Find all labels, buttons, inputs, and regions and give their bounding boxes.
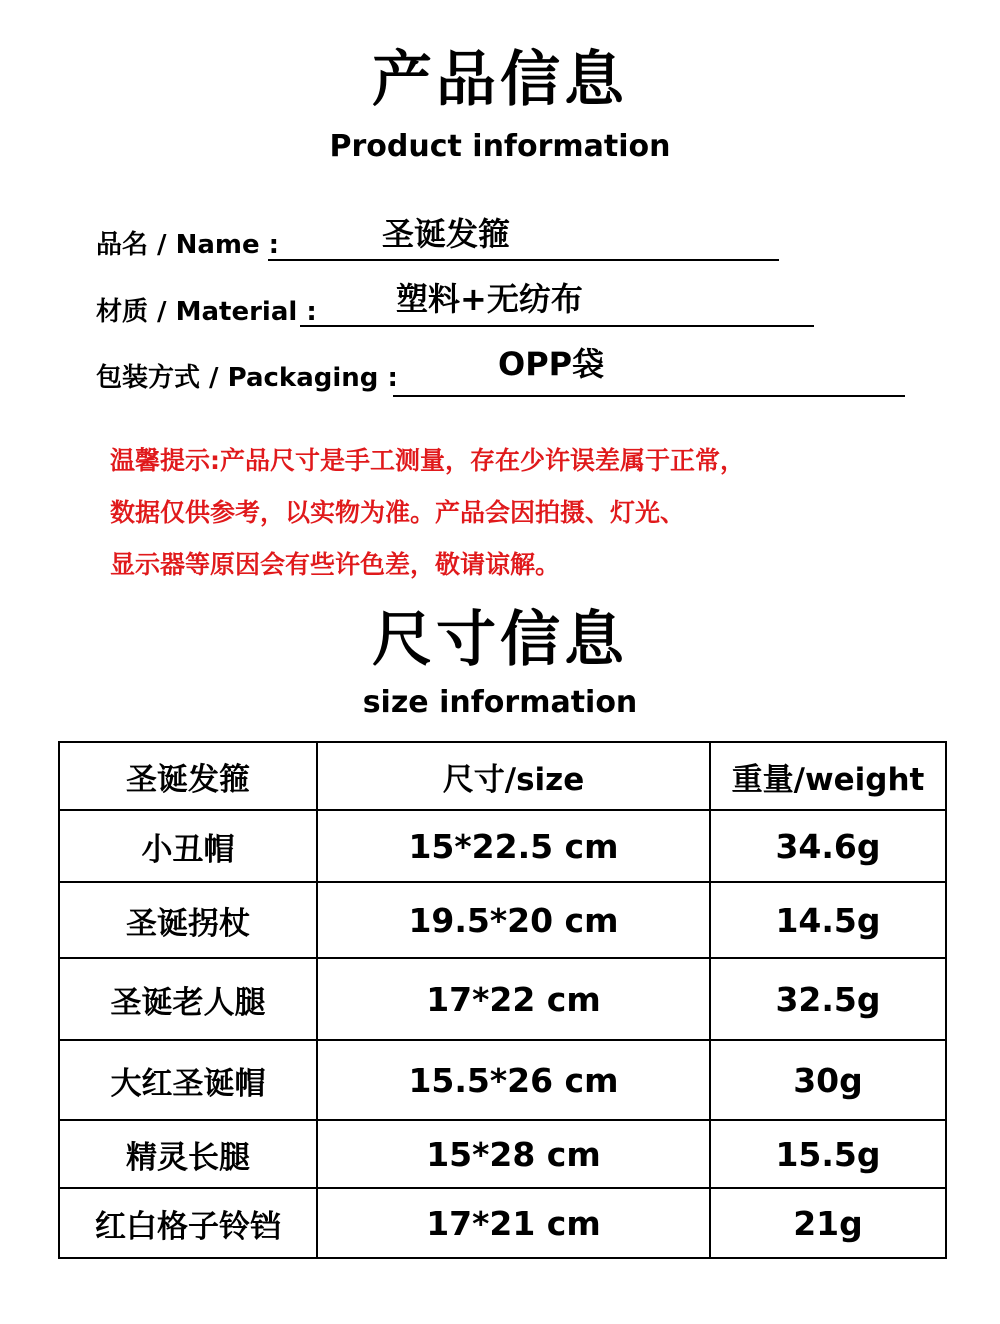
product-title-en: Product information [329, 129, 671, 164]
row-name: 圣诞老人腿 [59, 958, 317, 1040]
notice-line-2: 数据仅供参考，以实物为准。产品会因拍摄、灯光、 [110, 498, 686, 527]
table-row [59, 1188, 946, 1258]
row-size: 19.5*20 cm [317, 882, 710, 958]
table-row [59, 1120, 946, 1188]
row-weight: 14.5g [710, 882, 946, 958]
header-weight: 重量/weight [710, 742, 946, 810]
packaging-underline [393, 395, 905, 397]
size-title-en: size information [362, 685, 638, 720]
row-weight: 21g [710, 1188, 946, 1258]
material-underline [300, 325, 814, 327]
name-value: 圣诞发箍 [382, 215, 511, 253]
table-row [59, 958, 946, 1040]
row-size: 17*21 cm [317, 1188, 710, 1258]
name-underline [268, 259, 779, 261]
material-label: 材质 / Material : [96, 297, 317, 327]
row-weight: 15.5g [710, 1120, 946, 1188]
table-row [59, 882, 946, 958]
material-value: 塑料+无纺布 [396, 280, 583, 318]
header-product: 圣诞发箍 [59, 742, 317, 810]
row-name: 大红圣诞帽 [59, 1040, 317, 1120]
row-size: 15.5*26 cm [317, 1040, 710, 1120]
table-header-row [59, 742, 946, 810]
row-name: 精灵长腿 [59, 1120, 317, 1188]
row-weight: 34.6g [710, 810, 946, 882]
product-title-cn: 产品信息 [372, 45, 628, 115]
row-size: 17*22 cm [317, 958, 710, 1040]
row-name: 圣诞拐杖 [59, 882, 317, 958]
row-weight: 30g [710, 1040, 946, 1120]
row-size: 15*22.5 cm [317, 810, 710, 882]
table-row [59, 810, 946, 882]
notice-line-3: 显示器等原因会有些许色差，敬请谅解。 [110, 550, 561, 579]
notice-line-1: 温馨提示:产品尺寸是手工测量，存在少许误差属于正常， [110, 446, 745, 475]
packaging-value: OPP袋 [498, 345, 605, 383]
table-row [59, 1040, 946, 1120]
packaging-label: 包装方式 / Packaging : [96, 363, 398, 393]
name-label: 品名 / Name : [96, 230, 280, 260]
size-table [58, 741, 947, 1259]
row-size: 15*28 cm [317, 1120, 710, 1188]
row-name: 红白格子铃铛 [59, 1188, 317, 1258]
row-name: 小丑帽 [59, 810, 317, 882]
header-size: 尺寸/size [317, 742, 710, 810]
row-weight: 32.5g [710, 958, 946, 1040]
size-title-cn: 尺寸信息 [372, 605, 628, 675]
